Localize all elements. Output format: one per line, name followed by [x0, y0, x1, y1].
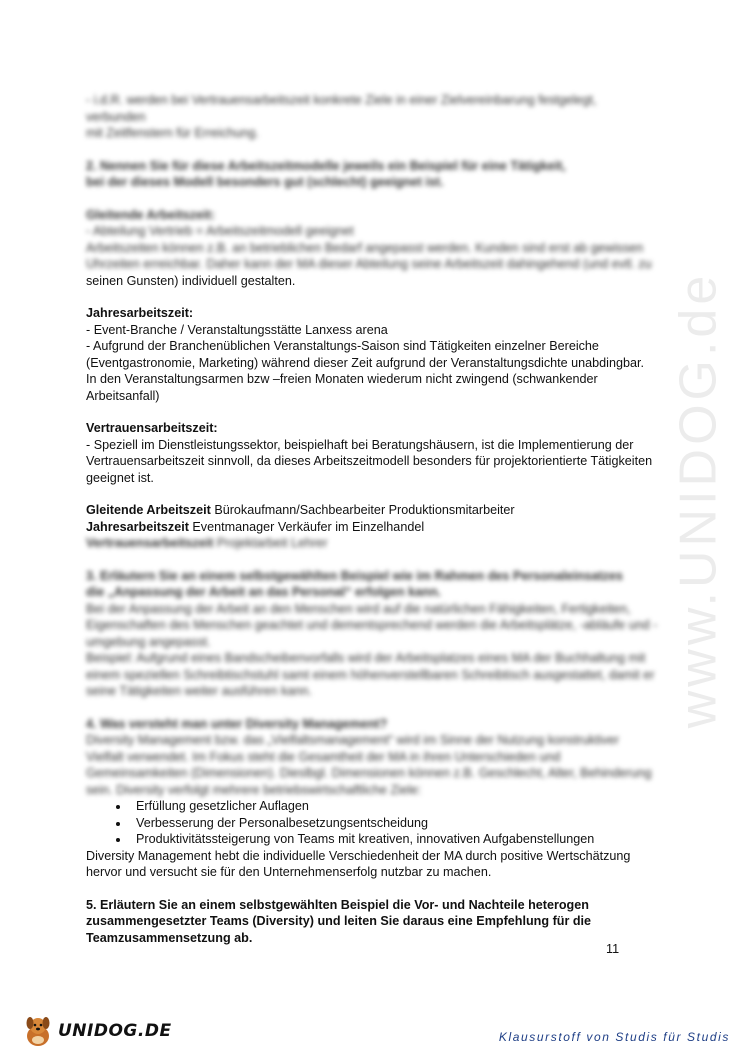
section-vertrauensarbeitszeit: [86, 420, 658, 486]
summary-row: [86, 535, 658, 552]
bullet-list: [86, 798, 658, 848]
document-page: [86, 92, 658, 946]
footer-tagline: Klausurstoff von Studis für Studis: [498, 1030, 730, 1044]
text-line: Arbeitsanfall): [86, 388, 160, 403]
text-line: - i.d.R. werden bei Vertrauensarbeitszeit konkrete Ziele in einer Zielvereinbarung festgelegt, verbunden: [86, 93, 597, 124]
model-summary: [86, 502, 658, 552]
list-item: • Erfüllung gesetzlicher Auflagen: [130, 798, 658, 815]
watermark-text: www.UNIDOG.de: [669, 271, 727, 729]
text-line: mit Zeitfenstern für Erreichung.: [86, 126, 259, 140]
question-5-heading: 5. Erläutern Sie an einem selbstgewählten Beispiel die Vor- und Nachteile heterogen zusammengesetzter Teams (Diversity) und leiten Sie daraus eine Empfehlung für die Teamzusammensetzung ab.: [86, 897, 592, 945]
question-4: 4. Was versteht man unter Diversity Management? Diversity Management bzw. das „Vielfaltsmanagement“ wird im Sinne der Nutzung konstruktiver Vielfalt verwendet. Im Fokus steht die Gesamtheit der MA in ihren Unterschieden und Gemeinsamkeiten (Dimensionen). Dieslbgl. Dimensionen können z.B. Geschlecht, Alter, Behinderung sein. Diversity verfolgt mehrere betriebswirtschaftliche Ziele: • Erfüllung gesetzlicher Auflagen • Verbesserung der Personalbesetzungsentscheidung • Produktivitätssteigerung von Teams mit kreativen, innovativen Aufgabenstellungen Diversity Management hebt die individuelle Verschiedenheit der MA durch positive Wertschätzung hervor und versucht sie für den Unternehmenserfolg nutzbar zu machen.: [86, 716, 658, 881]
section-jahresarbeitszeit: [86, 305, 658, 404]
section-gleitende-arbeitszeit: [86, 207, 658, 290]
summary-row: [86, 502, 658, 519]
question-2-heading: 2. Nennen Sie für diese Arbeitszeitmodelle jeweils ein Beispiel für eine Tätigkeit, bei der dieses Modell besonders gut (schlecht) geeignet ist.: [86, 158, 566, 189]
question-3-blurred: 3. Erläutern Sie an einem selbstgewählten Beispiel wie im Rahmen des Personaleinsatzes die „Anpassung der Arbeit an das Personal“ erfolgen kann. Bei der Anpassung der Arbeit an den Menschen wird auf die natürlichen Fähigkeiten, Fertigkeiten, Eigenschaften des Menschen geachtet und dementsprechend werden die Arbeitsplätze, -abläufe und - umgebung angepasst. Beispiel: Aufgrund eines Bandscheibenvorfalls wird der Arbeitsplatzes eines MA der Buchhaltung mit einem speziellen Schreibtischstuhl samt einem höhenverstellbaren Schreibtisch ausgestattet, damit er seine Tätigkeiten weiter ausführen kann.: [86, 568, 658, 698]
section-title: Jahresarbeitszeit:: [86, 306, 194, 320]
section-title: Gleitende Arbeitszeit:: [86, 207, 215, 222]
unidog-logo[interactable]: [22, 1012, 192, 1050]
text-line: - Speziell im Dienstleistungssektor, beispielhaft bei Beratungshäusern, ist die Implementierung der: [86, 437, 634, 452]
summary-row: [86, 519, 658, 536]
question-heading: 4. Was versteht man unter Diversity Management?: [86, 716, 388, 731]
summary-text: Eventmanager Verkäufer im Einzelhandel: [192, 519, 425, 534]
list-item: • Produktivitätssteigerung von Teams mit kreativen, innovativen Aufgabenstellungen: [130, 831, 658, 848]
section-title: Vertrauensarbeitszeit:: [86, 421, 218, 435]
text-line: In den Veranstaltungsarmen bzw –freien Monaten wiederum nicht zwingend (schwankender: [86, 372, 598, 386]
text-line: - Aufgrund der Branchenüblichen Veranstaltungs-Saison sind Tätigkeiten einzelner Bereiche: [86, 339, 599, 353]
page-number: 11: [606, 942, 620, 956]
blurred-intro: [86, 92, 658, 142]
text-line: - Event-Branche / Veranstaltungsstätte Lanxess arena: [86, 322, 388, 337]
summary-label: Vertrauensarbeitszeit: [86, 536, 214, 550]
text-line: Arbeitszeiten können z.B. an betrieblichen Bedarf angepasst werden. Kunden sind erst ab gewissen: [86, 240, 644, 255]
summary-label: Jahresarbeitszeit: [86, 519, 189, 534]
text-line: Diversity Management hebt die individuelle Verschiedenheit der MA durch positive Wertschätzung: [86, 848, 631, 863]
dog-icon: [22, 1014, 54, 1048]
text-line: Uhrzeiten erreichbar. Daher kann der MA dieser Abteilung seine Arbeitszeit dahingehend (und evtl. zu: [86, 257, 652, 271]
text-line: seinen Gunsten) individuell gestalten.: [86, 273, 296, 288]
summary-text: Bürokaufmann/Sachbearbeiter Produktionsmitarbeiter: [214, 503, 515, 517]
text-line: hervor und versucht sie für den Unternehmenserfolg nutzbar zu machen.: [86, 865, 492, 879]
summary-label: Gleitende Arbeitszeit: [86, 503, 211, 517]
watermark: [668, 260, 728, 740]
list-item: • Verbesserung der Personalbesetzungsentscheidung: [130, 815, 658, 832]
logo-text: UNIDOG.DE: [58, 1021, 172, 1041]
summary-text: Projektarbeit Lehrer: [216, 536, 328, 550]
text-line: (Eventgastronomie, Marketing) während dieser Zeit aufgrund der Veranstaltungsdichte unabdingbar.: [86, 355, 644, 370]
text-line: Vertrauensarbeitszeit sinnvoll, da dieses Arbeitszeitmodell besonders für projektorientierte Tätigkeiten: [86, 454, 653, 468]
text-line: geeignet ist.: [86, 470, 154, 485]
text-line: - Abteilung Vertrieb = Arbeitszeitmodell geeignet: [86, 224, 354, 238]
